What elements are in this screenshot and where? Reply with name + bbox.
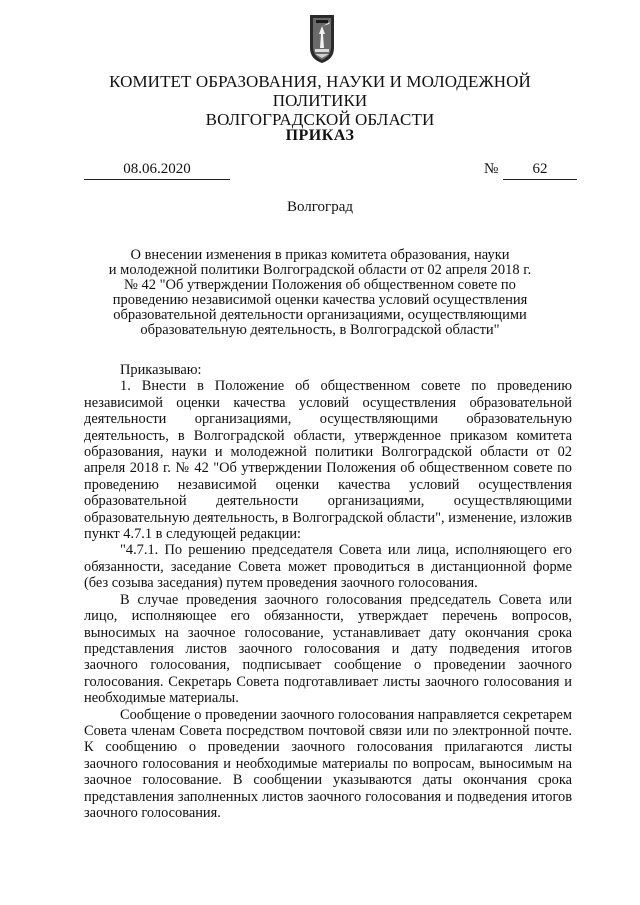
- body-paragraph: Сообщение о проведении заочного голосования направляется секретарем Совета членам Совета посредством почтовой связи или по электронной почте. К сообщению о проведении заочного голосования прилагаются листы заочного голосования и необходимые материалы по вопросам, выносимым на заочное голосование. В сообщении указываются даты окончания срока представления заполненных листов заочного голосования и подведения итогов заочного голосования.: [84, 706, 572, 821]
- subject-line: О внесении изменения в приказ комитета образования, науки: [130, 247, 510, 263]
- order-word: Приказываю:: [120, 362, 202, 378]
- order-number: 62: [503, 161, 577, 180]
- org-line-1: КОМИТЕТ ОБРАЗОВАНИЯ, НАУКИ И МОЛОДЕЖНОЙ ПОЛИТИКИ: [109, 72, 531, 110]
- body-paragraph: 1. Внести в Положение об общественном совете по проведению независимой оценки качества условий осуществления образовательной деятельности организациями, осуществляющими образовательную деятельность, в Волгоградской области, утвержденное приказом комитета образования, науки и молодежной политики Волгоградской области от 02 апреля 2018 г. № 42 "Об утверждении Положения об общественном совете по проведению независимой оценки качества условий осуществления образовательной деятельности организациями, осуществляющими образовательную деятельность, в Волгоградской области", изменение, изложив пункт 4.7.1 в следующей редакции:: [84, 378, 572, 543]
- city: Волгоград: [286, 199, 353, 215]
- organization-name: [60, 72, 580, 129]
- subject-line: № 42 "Об утверждении Положения об общественном совете по: [124, 277, 516, 293]
- body-paragraph: "4.7.1. По решению председателя Совета или лица, исполняющего его обязанности, заседание Совета может проводиться в дистанционной форме (без созыва заседания) путем проведения заочного голосования.: [84, 542, 572, 592]
- order-date: 08.06.2020: [84, 161, 230, 180]
- volgograd-coat-of-arms-icon: [309, 14, 335, 64]
- subject-line: и молодежной политики Волгоградской области от 02 апреля 2018 г.: [108, 262, 532, 278]
- subject-line: проведению независимой оценки качества условий осуществления: [112, 292, 528, 308]
- subject-line: образовательной деятельности организациями, осуществляющими: [113, 307, 527, 323]
- number-sign: №: [484, 161, 499, 177]
- document-type: ПРИКАЗ: [285, 127, 355, 144]
- body-paragraph: В случае проведения заочного голосования председатель Совета или лицо, исполняющее его обязанности, утверждает перечень вопросов, выносимых на заочное голосование, устанавливает дату окончания срока представления листов заочного голосования и дату подведения итогов заочного голосования, подписывает сообщение о проведении заочного голосования. Секретарь Совета подготавливает листы заочного голосования и необходимые материалы.: [84, 591, 572, 707]
- subject-line: образовательную деятельность, в Волгоградской области": [140, 322, 500, 338]
- order-body: [84, 362, 572, 821]
- order-subject: [90, 248, 550, 338]
- org-line-2: ВОЛГОГРАДСКОЙ ОБЛАСТИ: [205, 110, 435, 129]
